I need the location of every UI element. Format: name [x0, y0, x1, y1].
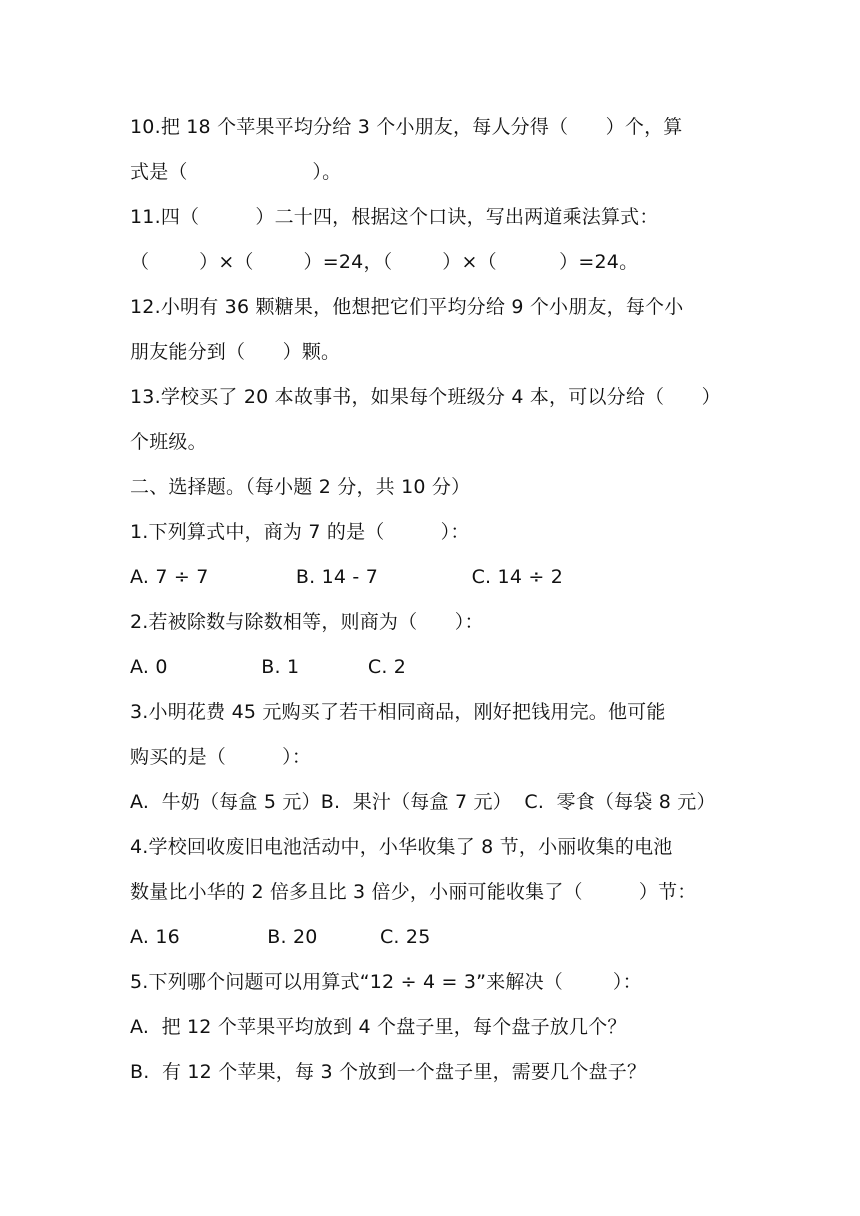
question-11-line-1: 11.四（ ）二十四，根据这个口诀，写出两道乘法算式： [130, 206, 659, 228]
section-heading-multiple-choice: 二、选择题。（每小题 2 分，共 10 分） [130, 476, 471, 498]
choice-question-5-option-a: A. 把 12 个苹果平均放到 4 个盘子里，每个盘子放几个？ [130, 1016, 627, 1038]
choice-question-2-options: A. 0 B. 1 C. 2 [130, 656, 407, 678]
question-13-line-2: 个班级。 [130, 431, 207, 453]
choice-question-3-options: A. 牛奶（每盒 5 元）B. 果汁（每盒 7 元） C. 零食（每袋 8 元） [130, 791, 716, 813]
choice-question-4-options: A. 16 B. 20 C. 25 [130, 926, 431, 948]
question-13-line-1: 13.学校买了 20 本故事书，如果每个班级分 4 本，可以分给（ ） [130, 386, 721, 408]
question-12-line-2: 朋友能分到（ ）颗。 [130, 341, 341, 363]
choice-question-5-option-b: B. 有 12 个苹果，每 3 个放到一个盘子里，需要几个盘子？ [130, 1061, 647, 1083]
choice-question-4-line-1: 4.学校回收废旧电池活动中，小华收集了 8 节，小丽收集的电池 [130, 836, 673, 858]
question-10-line-2: 式是（ ）。 [130, 161, 342, 183]
choice-question-3-line-1: 3.小明花费 45 元购买了若干相同商品，刚好把钱用完。他可能 [130, 701, 666, 723]
choice-question-2: 2.若被除数与除数相等，则商为（ ）： [130, 611, 484, 633]
question-10-line-1: 10.把 18 个苹果平均分给 3 个小朋友，每人分得（ ）个，算 [130, 116, 683, 138]
question-12-line-1: 12.小明有 36 颗糖果，他想把它们平均分给 9 个小朋友，每个小 [130, 296, 684, 318]
question-11-line-2: （ ）×（ ）=24，（ ）×（ ）=24。 [130, 251, 639, 273]
choice-question-1: 1.下列算式中，商为 7 的是（ ）： [130, 521, 470, 543]
choice-question-4-line-2: 数量比小华的 2 倍多且比 3 倍少，小丽可能收集了（ ）节： [130, 881, 697, 903]
choice-question-5: 5.下列哪个问题可以用算式“12 ÷ 4 = 3”来解决（ ）： [130, 971, 642, 993]
choice-question-3-line-2: 购买的是（ ）： [130, 746, 312, 768]
choice-question-1-options: A. 7 ÷ 7 B. 14 - 7 C. 14 ÷ 2 [130, 566, 563, 588]
